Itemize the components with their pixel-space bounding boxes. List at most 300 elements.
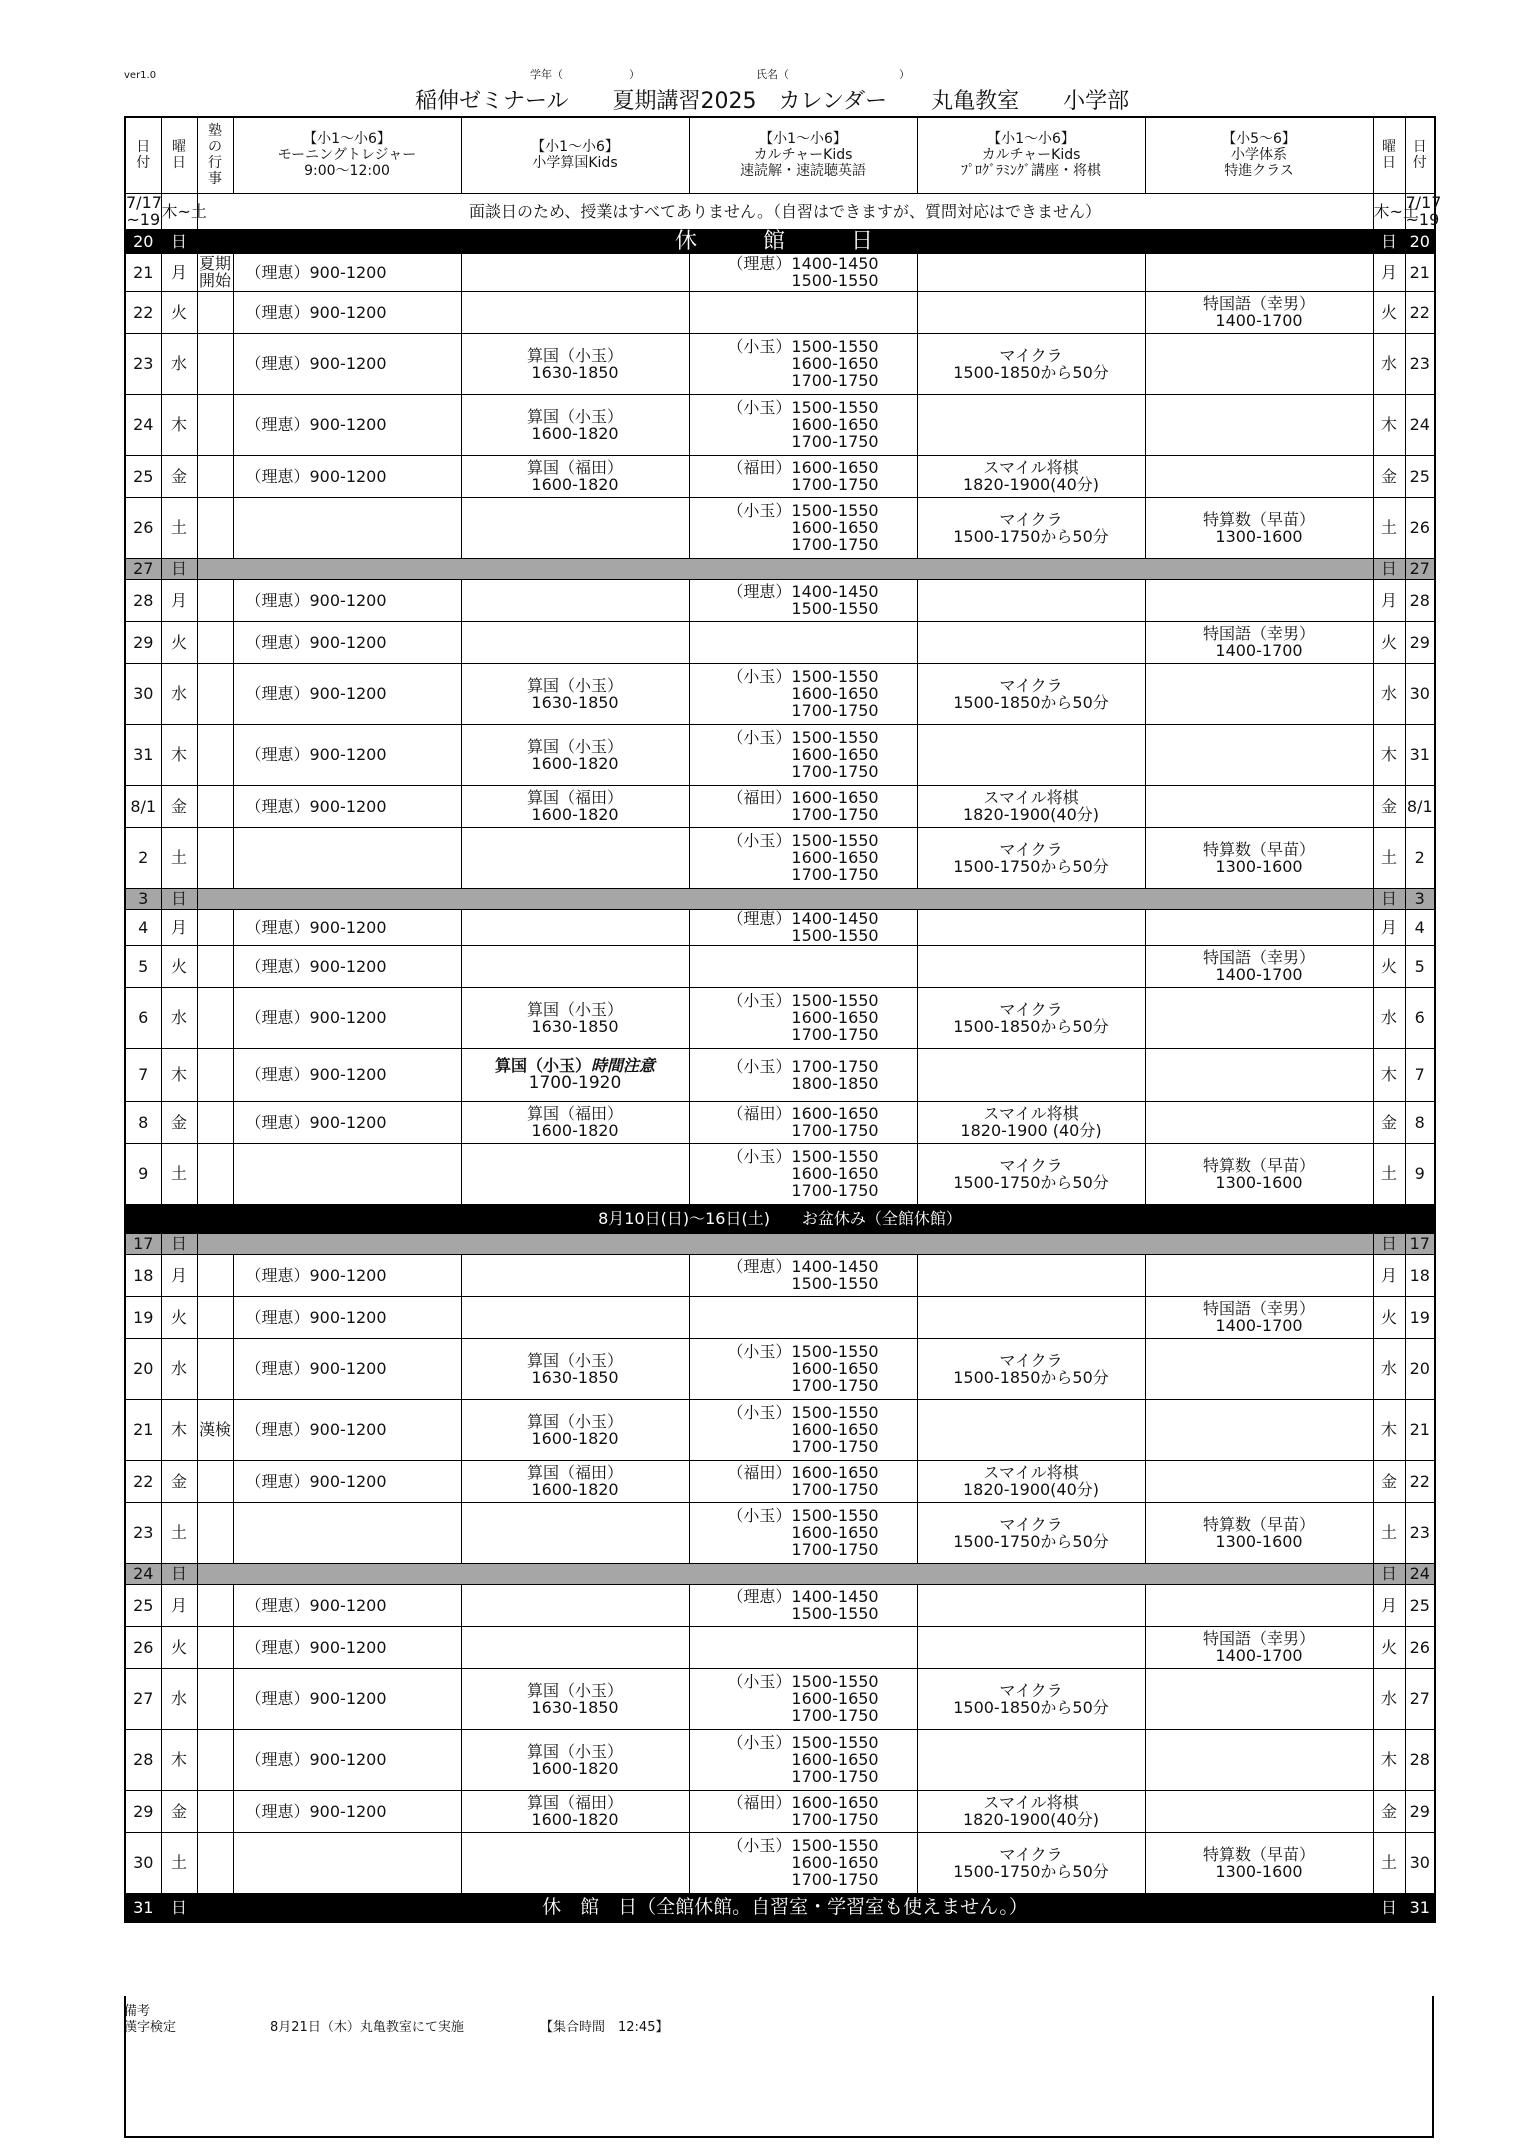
programming-shogi-cell (917, 1296, 1145, 1338)
date-cell-right: 19 (1405, 1296, 1435, 1338)
date-cell-right: 28 (1405, 1729, 1435, 1790)
sokudoku-cell: （小玉）1500-1550 1600-1650 1700-1750 (689, 1399, 917, 1460)
weekday-cell: 月 (161, 1584, 197, 1626)
event-cell (197, 1460, 233, 1502)
date-cell: 24 (125, 1563, 161, 1584)
sankoku-cell (461, 945, 689, 987)
programming-shogi-cell (917, 579, 1145, 621)
calendar-table (124, 116, 1442, 1923)
date-cell: 30 (125, 1832, 161, 1893)
morning-treasure-cell: （理恵）900-1200 (233, 909, 461, 945)
sunday-row (125, 558, 1435, 579)
event-cell (197, 827, 233, 888)
schedule-row (125, 785, 1435, 827)
event-cell (197, 333, 233, 394)
sokudoku-cell: （福田）1600-1650 1700-1750 (689, 455, 917, 497)
date-cell: 6 (125, 987, 161, 1048)
schedule-row (125, 663, 1435, 724)
morning-treasure-cell: （理恵）900-1200 (233, 1790, 461, 1832)
date-cell-right: 8 (1405, 1101, 1435, 1143)
header-row (125, 117, 1435, 193)
weekday-cell: 土 (161, 1143, 197, 1204)
closed-notice: 休 館 日（全館休館。自習室・学習室も使えません。） (197, 1893, 1373, 1922)
morning-treasure-cell: （理恵）900-1200 (233, 1584, 461, 1626)
schedule-row (125, 827, 1435, 888)
programming-shogi-cell (917, 1048, 1145, 1101)
date-cell: 27 (125, 558, 161, 579)
date-cell-right: 2 (1405, 827, 1435, 888)
sunday-blank (197, 1563, 1373, 1584)
date-cell: 21 (125, 1399, 161, 1460)
morning-treasure-cell: （理恵）900-1200 (233, 1296, 461, 1338)
schedule-row (125, 1296, 1435, 1338)
sokudoku-cell: （小玉）1500-1550 1600-1650 1700-1750 (689, 1143, 917, 1204)
morning-treasure-cell: （理恵）900-1200 (233, 1399, 461, 1460)
weekday-cell-right: 木 (1373, 1729, 1405, 1790)
weekday-cell-right: 土 (1373, 1832, 1405, 1893)
date-cell: 17 (125, 1233, 161, 1254)
morning-treasure-cell: （理恵）900-1200 (233, 621, 461, 663)
event-cell (197, 987, 233, 1048)
morning-treasure-cell: （理恵）900-1200 (233, 579, 461, 621)
date-cell: 26 (125, 1626, 161, 1668)
sokudoku-cell: （小玉）1500-1550 1600-1650 1700-1750 (689, 1338, 917, 1399)
date-cell: 22 (125, 1460, 161, 1502)
sokudoku-cell: （小玉）1500-1550 1600-1650 1700-1750 (689, 333, 917, 394)
date-cell-right: 21 (1405, 1399, 1435, 1460)
remarks-item: 漢字検定 (124, 2020, 177, 2035)
date-cell-right: 30 (1405, 1832, 1435, 1893)
programming-shogi-cell (917, 909, 1145, 945)
date-cell-right: 23 (1405, 333, 1435, 394)
weekday-cell: 水 (161, 987, 197, 1048)
tokushin-cell (1145, 909, 1373, 945)
event-cell (197, 1338, 233, 1399)
date-cell: 2 (125, 827, 161, 888)
version-label: ver1.0 (124, 70, 157, 81)
weekday-cell: 火 (161, 1296, 197, 1338)
event-cell (197, 1626, 233, 1668)
sankoku-cell: 算国（福田） 1600-1820 (461, 455, 689, 497)
schedule-row (125, 394, 1435, 455)
sokudoku-cell: （福田）1600-1650 1700-1750 (689, 785, 917, 827)
date-cell: 24 (125, 394, 161, 455)
weekday-cell: 金 (161, 785, 197, 827)
sokudoku-cell: （小玉）1500-1550 1600-1650 1700-1750 (689, 987, 917, 1048)
tokushin-cell (1145, 987, 1373, 1048)
date-cell: 21 (125, 253, 161, 291)
sokudoku-cell (689, 621, 917, 663)
tokushin-cell (1145, 579, 1373, 621)
schedule-row (125, 909, 1435, 945)
date-cell: 29 (125, 1790, 161, 1832)
weekday-cell: 土 (161, 1832, 197, 1893)
sankoku-label: 算国（小玉） (494, 1056, 591, 1075)
tokushin-cell: 特国語（幸男） 1400-1700 (1145, 291, 1373, 333)
programming-shogi-cell: スマイル将棋 1820-1900(40分) (917, 785, 1145, 827)
event-cell (197, 497, 233, 558)
morning-treasure-cell: （理恵）900-1200 (233, 1729, 461, 1790)
schedule-row (125, 1143, 1435, 1204)
morning-treasure-cell: （理恵）900-1200 (233, 724, 461, 785)
programming-shogi-cell: マイクラ 1500-1750から50分 (917, 1143, 1145, 1204)
weekday-cell: 日 (161, 1563, 197, 1584)
sankoku-cell: 算国（福田） 1600-1820 (461, 1790, 689, 1832)
date-cell-right: 9 (1405, 1143, 1435, 1204)
programming-shogi-cell (917, 621, 1145, 663)
date-cell-right: 7 (1405, 1048, 1435, 1101)
sankoku-cell: 算国（小玉） 1630-1850 (461, 1338, 689, 1399)
sokudoku-cell: （小玉）1500-1550 1600-1650 1700-1750 (689, 1668, 917, 1729)
programming-shogi-cell: マイクラ 1500-1750から50分 (917, 497, 1145, 558)
sankoku-cell (461, 1832, 689, 1893)
tokushin-cell (1145, 1668, 1373, 1729)
event-cell (197, 1143, 233, 1204)
obon-row (125, 1204, 1435, 1233)
weekday-cell-right: 土 (1373, 827, 1405, 888)
date-cell-right: 25 (1405, 1584, 1435, 1626)
sankoku-cell: 算国（小玉） 1600-1820 (461, 1729, 689, 1790)
morning-treasure-cell (233, 827, 461, 888)
sokudoku-cell: （福田）1600-1650 1700-1750 (689, 1101, 917, 1143)
weekday-cell-right: 火 (1373, 621, 1405, 663)
date-cell: 4 (125, 909, 161, 945)
tokushin-cell (1145, 1584, 1373, 1626)
sunday-row (125, 1233, 1435, 1254)
date-cell: 28 (125, 1729, 161, 1790)
sokudoku-cell: （理恵）1400-1450 1500-1550 (689, 253, 917, 291)
morning-treasure-cell (233, 1832, 461, 1893)
tokushin-cell (1145, 724, 1373, 785)
date-cell-right: 31 (1405, 1893, 1435, 1922)
sankoku-cell: 算国（福田） 1600-1820 (461, 785, 689, 827)
weekday-cell: 木 (161, 1048, 197, 1101)
morning-treasure-cell: （理恵）900-1200 (233, 945, 461, 987)
schedule-row (125, 1502, 1435, 1563)
weekday-cell: 水 (161, 333, 197, 394)
weekday-cell-right: 金 (1373, 1460, 1405, 1502)
morning-treasure-cell: （理恵）900-1200 (233, 1048, 461, 1101)
programming-shogi-cell (917, 945, 1145, 987)
programming-shogi-cell (917, 1584, 1145, 1626)
date-cell-right: 8/1 (1405, 785, 1435, 827)
sankoku-cell: 算国（福田） 1600-1820 (461, 1101, 689, 1143)
weekday-cell-right: 月 (1373, 1254, 1405, 1296)
date-cell: 27 (125, 1668, 161, 1729)
event-cell: 漢検 (197, 1399, 233, 1460)
schedule-row (125, 1790, 1435, 1832)
sunday-row (125, 1563, 1435, 1584)
weekday-cell-right: 日 (1373, 1893, 1405, 1922)
date-cell: 25 (125, 455, 161, 497)
sankoku-cell (461, 1048, 689, 1101)
weekday-cell: 金 (161, 455, 197, 497)
weekday-cell: 日 (161, 1893, 197, 1922)
weekday-cell-right: 金 (1373, 785, 1405, 827)
weekday-cell-right: 月 (1373, 1584, 1405, 1626)
tokushin-cell (1145, 1048, 1373, 1101)
date-cell-right: 27 (1405, 558, 1435, 579)
header-date: 日 付 (125, 117, 161, 193)
date-cell: 30 (125, 663, 161, 724)
sunday-blank (197, 888, 1373, 909)
pre-date-right: 7/17 ~19 (1405, 193, 1442, 229)
sankoku-cell (461, 1626, 689, 1668)
sankoku-cell: 算国（小玉） 1630-1850 (461, 987, 689, 1048)
sunday-blank (197, 1233, 1373, 1254)
programming-shogi-cell (917, 1399, 1145, 1460)
sankoku-cell (461, 1296, 689, 1338)
programming-shogi-cell (917, 291, 1145, 333)
date-cell-right: 24 (1405, 1563, 1435, 1584)
tokushin-cell (1145, 333, 1373, 394)
sokudoku-cell: （小玉）1500-1550 1600-1650 1700-1750 (689, 1502, 917, 1563)
tokushin-cell (1145, 1101, 1373, 1143)
morning-treasure-cell: （理恵）900-1200 (233, 333, 461, 394)
weekday-cell: 木 (161, 724, 197, 785)
event-cell (197, 909, 233, 945)
pre-weekday: 木~土 (161, 193, 197, 229)
date-cell-right: 17 (1405, 1233, 1435, 1254)
sankoku-cell: 算国（小玉） 1600-1820 (461, 394, 689, 455)
programming-shogi-cell: マイクラ 1500-1850から50分 (917, 663, 1145, 724)
date-cell: 18 (125, 1254, 161, 1296)
schedule-row (125, 1338, 1435, 1399)
schedule-row (125, 1460, 1435, 1502)
date-cell-right: 30 (1405, 663, 1435, 724)
tokushin-cell: 特国語（幸男） 1400-1700 (1145, 621, 1373, 663)
sankoku-cell (461, 253, 689, 291)
schedule-row (125, 724, 1435, 785)
weekday-cell: 金 (161, 1101, 197, 1143)
weekday-cell-right: 月 (1373, 253, 1405, 291)
sokudoku-cell: （小玉）1500-1550 1600-1650 1700-1750 (689, 663, 917, 724)
tokushin-cell: 特算数（早苗） 1300-1600 (1145, 1502, 1373, 1563)
weekday-cell-right: 日 (1373, 558, 1405, 579)
schedule-row (125, 621, 1435, 663)
sankoku-cell (461, 497, 689, 558)
event-cell (197, 663, 233, 724)
remarks-detail: 8月21日（木）丸亀教室にて実施 (270, 2020, 464, 2035)
date-cell: 28 (125, 579, 161, 621)
date-cell-right: 28 (1405, 579, 1435, 621)
schedule-row (125, 579, 1435, 621)
tokushin-cell: 特国語（幸男） 1400-1700 (1145, 945, 1373, 987)
header-weekday: 曜 日 (161, 117, 197, 193)
sokudoku-cell: （小玉）1500-1550 1600-1650 1700-1750 (689, 1729, 917, 1790)
schedule-row (125, 1832, 1435, 1893)
date-cell-right: 18 (1405, 1254, 1435, 1296)
programming-shogi-cell: スマイル将棋 1820-1900 (40分) (917, 1101, 1145, 1143)
morning-treasure-cell: （理恵）900-1200 (233, 394, 461, 455)
sankoku-cell: 算国（小玉） 1630-1850 (461, 663, 689, 724)
weekday-cell-right: 月 (1373, 909, 1405, 945)
pre-date: 7/17 ~19 (126, 193, 162, 229)
header-weekday-right: 曜 日 (1373, 117, 1405, 193)
tokushin-cell (1145, 663, 1373, 724)
event-cell (197, 724, 233, 785)
date-cell-right: 6 (1405, 987, 1435, 1048)
schedule-row (125, 497, 1435, 558)
date-cell: 8 (125, 1101, 161, 1143)
programming-shogi-cell: スマイル将棋 1820-1900(40分) (917, 1460, 1145, 1502)
date-cell-right: 24 (1405, 394, 1435, 455)
tokushin-cell (1145, 1338, 1373, 1399)
weekday-cell: 火 (161, 291, 197, 333)
date-cell: 23 (125, 1502, 161, 1563)
weekday-cell: 火 (161, 621, 197, 663)
tokushin-cell: 特国語（幸男） 1400-1700 (1145, 1626, 1373, 1668)
weekday-cell-right: 日 (1373, 1563, 1405, 1584)
header-col2: 【小1～小6】 小学算国Kids (461, 117, 689, 193)
schedule-row (125, 987, 1435, 1048)
weekday-cell-right: 月 (1373, 579, 1405, 621)
date-cell-right: 5 (1405, 945, 1435, 987)
date-cell-right: 31 (1405, 724, 1435, 785)
sankoku-cell (461, 1584, 689, 1626)
schedule-row (125, 455, 1435, 497)
date-cell: 26 (125, 497, 161, 558)
event-cell (197, 1790, 233, 1832)
schedule-row (125, 1668, 1435, 1729)
event-cell (197, 455, 233, 497)
weekday-cell: 火 (161, 1626, 197, 1668)
date-cell: 20 (125, 1338, 161, 1399)
remarks-meeting: 【集合時間 12:45】 (540, 2020, 669, 2035)
weekday-cell: 木 (161, 394, 197, 455)
tokushin-cell: 特算数（早苗） 1300-1600 (1145, 1832, 1373, 1893)
grade-label: 学年（ ） (530, 68, 640, 81)
event-cell (197, 394, 233, 455)
tokushin-cell (1145, 785, 1373, 827)
sokudoku-cell: （理恵）1400-1450 1500-1550 (689, 1254, 917, 1296)
sunday-row (125, 888, 1435, 909)
tokushin-cell (1145, 253, 1373, 291)
sankoku-cell (461, 909, 689, 945)
weekday-cell-right: 日 (1373, 229, 1405, 253)
morning-treasure-cell: （理恵）900-1200 (233, 663, 461, 724)
tokushin-cell (1145, 394, 1373, 455)
tokushin-cell: 特国語（幸男） 1400-1700 (1145, 1296, 1373, 1338)
event-cell (197, 945, 233, 987)
morning-treasure-cell: （理恵）900-1200 (233, 253, 461, 291)
weekday-cell: 木 (161, 1729, 197, 1790)
date-cell-right: 29 (1405, 1790, 1435, 1832)
event-cell (197, 621, 233, 663)
weekday-cell-right: 金 (1373, 1101, 1405, 1143)
pre-notice: 面談日のため、授業はすべてありません。（自習はできますが、質問対応はできません） (197, 193, 1373, 229)
weekday-cell-right: 火 (1373, 945, 1405, 987)
schedule-row (125, 333, 1435, 394)
sokudoku-cell: （理恵）1400-1450 1500-1550 (689, 579, 917, 621)
weekday-cell: 日 (161, 229, 197, 253)
programming-shogi-cell (917, 1729, 1145, 1790)
weekday-cell: 月 (161, 253, 197, 291)
date-cell: 31 (125, 1893, 161, 1922)
weekday-cell-right: 火 (1373, 1626, 1405, 1668)
sokudoku-cell: （理恵）1400-1450 1500-1550 (689, 1584, 917, 1626)
date-cell-right: 3 (1405, 888, 1435, 909)
date-cell-right: 25 (1405, 455, 1435, 497)
weekday-cell: 水 (161, 663, 197, 724)
date-cell-right: 20 (1405, 229, 1435, 253)
programming-shogi-cell (917, 1626, 1145, 1668)
programming-shogi-cell: マイクラ 1500-1850から50分 (917, 1668, 1145, 1729)
programming-shogi-cell: マイクラ 1500-1750から50分 (917, 1832, 1145, 1893)
programming-shogi-cell: スマイル将棋 1820-1900(40分) (917, 1790, 1145, 1832)
date-cell: 31 (125, 724, 161, 785)
date-cell: 20 (125, 229, 161, 253)
header-date-right: 日 付 (1405, 117, 1435, 193)
sankoku-time: 1700-1920 (528, 1073, 622, 1093)
weekday-cell-right: 火 (1373, 291, 1405, 333)
sankoku-cell: 算国（福田） 1600-1820 (461, 1460, 689, 1502)
event-cell (197, 1668, 233, 1729)
sokudoku-cell: （福田）1600-1650 1700-1750 (689, 1460, 917, 1502)
weekday-cell-right: 金 (1373, 455, 1405, 497)
morning-treasure-cell (233, 1143, 461, 1204)
tokushin-cell (1145, 1729, 1373, 1790)
schedule-row (125, 1254, 1435, 1296)
pre-weekday-right: 木~土 (1373, 193, 1405, 229)
date-cell: 5 (125, 945, 161, 987)
programming-shogi-cell: マイクラ 1500-1850から50分 (917, 1338, 1145, 1399)
tokushin-cell (1145, 1790, 1373, 1832)
sankoku-cell (461, 621, 689, 663)
weekday-cell-right: 木 (1373, 1048, 1405, 1101)
weekday-cell: 月 (161, 909, 197, 945)
schedule-row (125, 1729, 1435, 1790)
date-cell-right: 22 (1405, 1460, 1435, 1502)
weekday-cell-right: 火 (1373, 1296, 1405, 1338)
weekday-cell-right: 土 (1373, 497, 1405, 558)
event-cell (197, 291, 233, 333)
interview-row (125, 193, 1435, 229)
date-cell-right: 22 (1405, 291, 1435, 333)
weekday-cell-right: 木 (1373, 394, 1405, 455)
header-col5: 【小5～6】 小学体系 特進クラス (1145, 117, 1373, 193)
programming-shogi-cell: マイクラ 1500-1850から50分 (917, 333, 1145, 394)
event-cell: 夏期 開始 (198, 254, 231, 290)
sankoku-cell: 算国（小玉） 1600-1820 (461, 1399, 689, 1460)
programming-shogi-cell (917, 394, 1145, 455)
schedule-row (125, 1626, 1435, 1668)
tokushin-cell (1145, 1399, 1373, 1460)
sankoku-cell (461, 1502, 689, 1563)
weekday-cell-right: 水 (1373, 333, 1405, 394)
tokushin-cell (1145, 1460, 1373, 1502)
obon-notice: 8月10日(日)～16日(土) お盆休み（全館休館） (125, 1204, 1435, 1233)
weekday-cell: 土 (161, 1502, 197, 1563)
sokudoku-cell: （小玉）1500-1550 1600-1650 1700-1750 (689, 827, 917, 888)
weekday-cell: 日 (161, 558, 197, 579)
event-cell (197, 579, 233, 621)
schedule-row (125, 945, 1435, 987)
header-col3: 【小1～小6】 カルチャーKids 速読解・速読聴英語 (689, 117, 917, 193)
weekday-cell-right: 日 (1373, 888, 1405, 909)
weekday-cell: 日 (161, 1233, 197, 1254)
weekday-cell-right: 木 (1373, 1399, 1405, 1460)
event-cell (197, 785, 233, 827)
event-cell (197, 1296, 233, 1338)
morning-treasure-cell: （理恵）900-1200 (233, 785, 461, 827)
weekday-cell-right: 日 (1373, 1233, 1405, 1254)
morning-treasure-cell: （理恵）900-1200 (233, 1626, 461, 1668)
schedule-row (125, 1101, 1435, 1143)
morning-treasure-cell: （理恵）900-1200 (233, 1460, 461, 1502)
weekday-cell: 土 (161, 497, 197, 558)
schedule-row (125, 1048, 1435, 1101)
